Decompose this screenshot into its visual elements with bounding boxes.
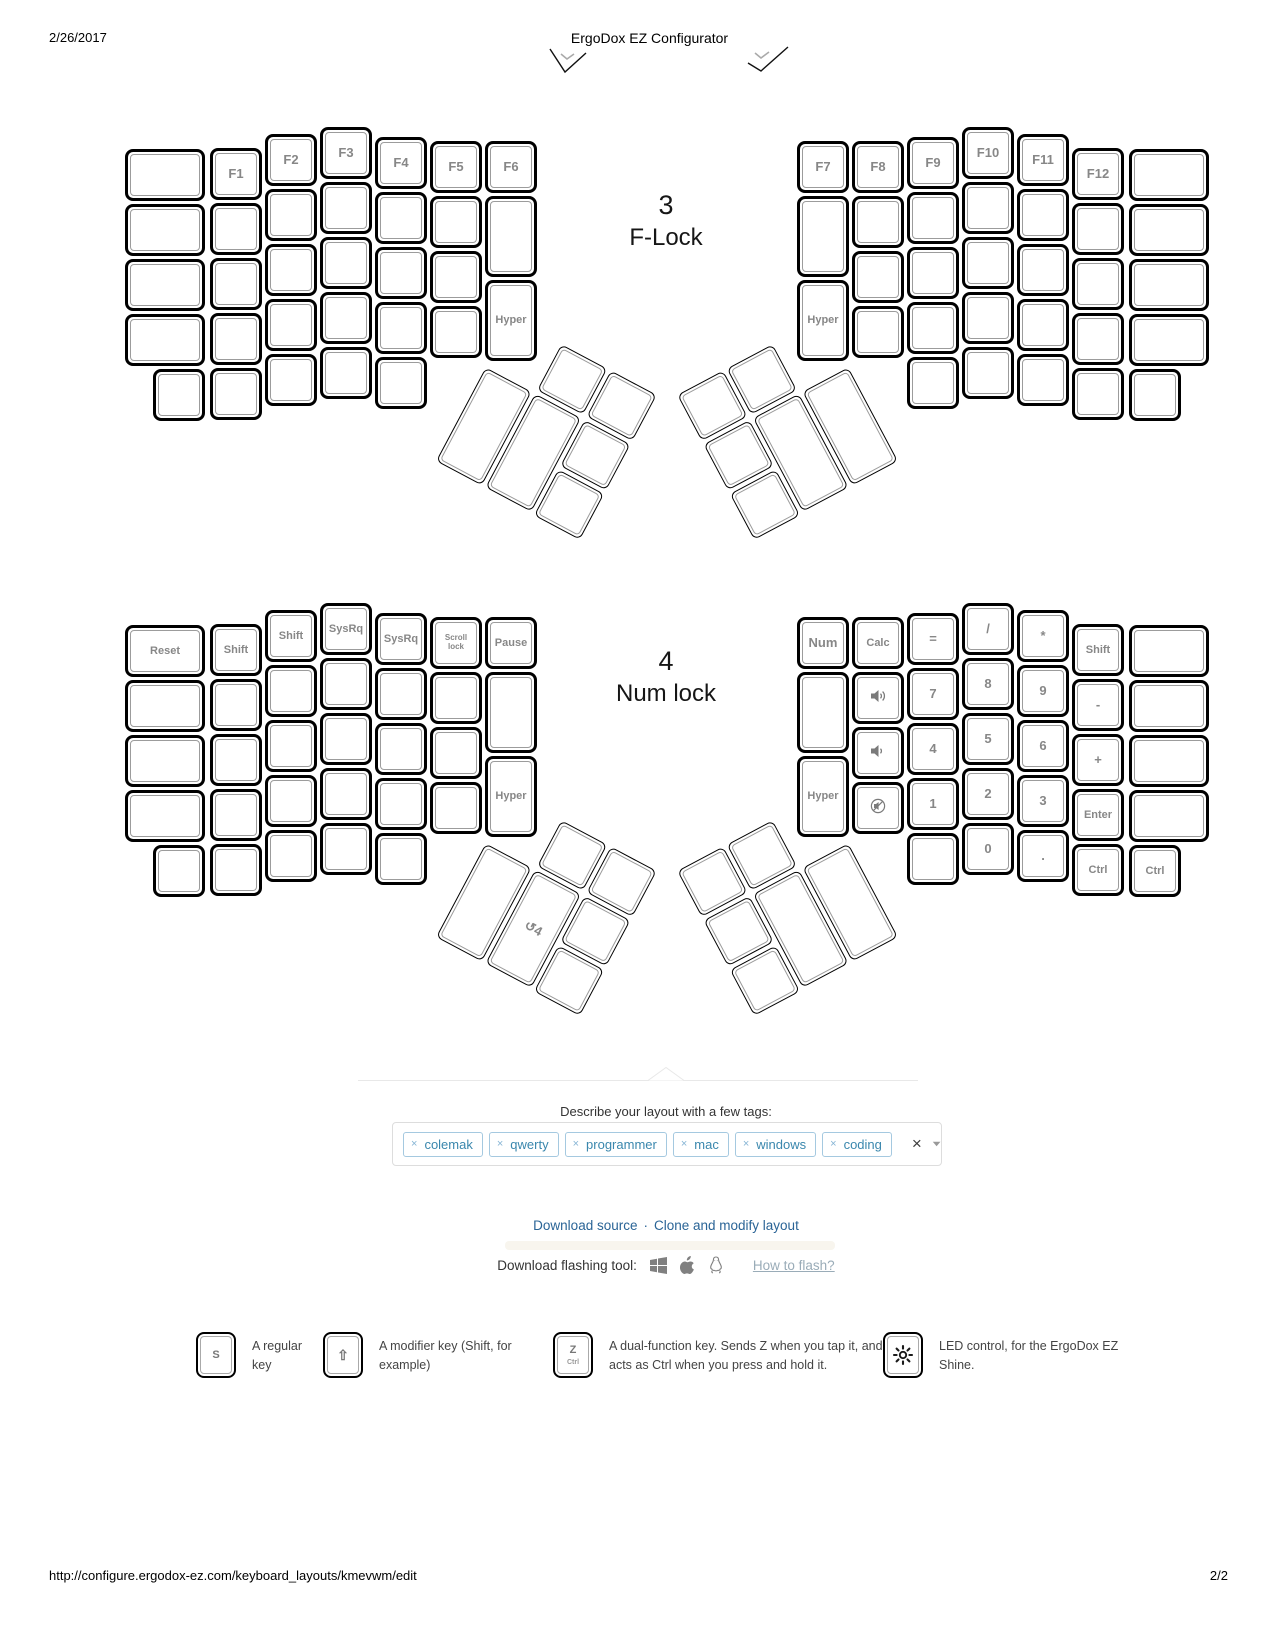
key-label: Hyper xyxy=(495,790,527,803)
key-label: Shift xyxy=(223,643,249,656)
tag-pill-windows[interactable] xyxy=(735,1132,816,1157)
keycap-inner xyxy=(215,318,257,360)
linux-download-icon[interactable] xyxy=(708,1256,724,1274)
keycap-inner xyxy=(912,728,954,770)
tag-label: coding xyxy=(843,1136,882,1152)
keycap-inner xyxy=(325,773,367,815)
keycap-inner xyxy=(215,794,257,836)
key-label: F12 xyxy=(1086,165,1110,181)
key-ctrl[interactable] xyxy=(1129,845,1181,897)
key-label xyxy=(568,980,570,981)
legend-regular-key-label: S xyxy=(212,1348,220,1361)
keycap-inner xyxy=(1077,153,1119,195)
key-blank[interactable] xyxy=(320,347,372,399)
key-blank[interactable] xyxy=(320,292,372,344)
keycap-inner xyxy=(130,319,200,361)
key-blank[interactable] xyxy=(1017,299,1069,351)
thumb-cluster-right-layer-4 xyxy=(677,794,924,1063)
tag-pill-colemak[interactable] xyxy=(403,1132,483,1157)
key-blank[interactable] xyxy=(907,833,959,885)
key-plus[interactable] xyxy=(1072,734,1124,786)
layout-links xyxy=(58,1218,1274,1233)
voldn-icon xyxy=(869,744,888,761)
key-label: Scroll lock xyxy=(444,633,468,651)
keycap-inner xyxy=(325,132,367,174)
tag-remove-icon[interactable]: × xyxy=(496,1138,504,1150)
keycap-inner xyxy=(912,362,954,404)
keycap-inner xyxy=(270,835,312,877)
keycap-inner xyxy=(380,252,422,294)
key-blank[interactable] xyxy=(125,735,205,787)
key-label xyxy=(761,379,763,380)
keycap-inner xyxy=(270,139,312,181)
key-3[interactable] xyxy=(1017,775,1069,827)
legend-dual-key-label: Z xyxy=(569,1343,577,1356)
key-blank[interactable] xyxy=(430,251,482,303)
key-label: F10 xyxy=(976,144,1000,160)
key-blank[interactable] xyxy=(375,302,427,354)
key-blank[interactable] xyxy=(852,251,904,303)
key-label: Shift xyxy=(1085,643,1111,656)
key-blank[interactable] xyxy=(210,844,262,896)
key-blank[interactable] xyxy=(1129,369,1181,421)
key-label: 0 xyxy=(984,840,992,856)
key-label xyxy=(571,379,573,380)
key-label: - xyxy=(1095,696,1101,712)
key-label: * xyxy=(1040,627,1046,643)
key-label: F3 xyxy=(338,144,354,160)
keycap-inner xyxy=(857,787,899,829)
key-label xyxy=(738,931,740,932)
key-label xyxy=(568,504,570,505)
key-label: F5 xyxy=(448,158,464,174)
key-label: F4 xyxy=(393,154,409,170)
keycap-inner xyxy=(158,374,200,416)
keycap-inner xyxy=(270,304,312,346)
tag-pill-mac[interactable] xyxy=(673,1132,729,1157)
flash-tool-row xyxy=(58,1256,1274,1274)
keycap-inner xyxy=(1022,359,1064,401)
keycap-inner xyxy=(1022,835,1064,877)
keycap-inner xyxy=(1134,374,1176,416)
key-blank[interactable] xyxy=(375,833,427,885)
cutoff-key-corner-right xyxy=(746,44,790,74)
thumb-cluster-left-layer-3 xyxy=(410,318,657,587)
thumb-cluster-left-layer-4 xyxy=(410,794,657,1063)
keycap-inner xyxy=(215,373,257,415)
key-label xyxy=(621,405,623,406)
legend-led-desc: LED control, for the ErgoDox EZ Shine. xyxy=(939,1339,1119,1372)
key-label: F7 xyxy=(815,158,831,174)
keycap-inner xyxy=(490,146,532,188)
download-source-link[interactable]: Download source xyxy=(533,1218,638,1233)
keycap-inner xyxy=(215,263,257,305)
keycap-inner xyxy=(215,153,257,195)
key-blank[interactable] xyxy=(907,357,959,409)
keycap-inner xyxy=(130,740,200,782)
key-label: Hyper xyxy=(807,314,839,327)
keycap-inner xyxy=(1134,319,1204,361)
keycap-inner xyxy=(130,795,200,837)
key-label xyxy=(800,928,802,929)
keycap-inner xyxy=(967,352,1009,394)
key-label: 9 xyxy=(1039,682,1047,698)
tag-label: colemak xyxy=(424,1136,473,1152)
tag-label: windows xyxy=(756,1136,807,1152)
keycap-inner xyxy=(967,718,1009,760)
key-label: 2 xyxy=(984,785,992,801)
key-label: Hyper xyxy=(807,790,839,803)
key-blank[interactable] xyxy=(265,775,317,827)
key-1[interactable] xyxy=(907,778,959,830)
legend-modifier-desc: A modifier key (Shift, for example) xyxy=(379,1339,512,1372)
key-label: F9 xyxy=(925,154,941,170)
key-label: / xyxy=(986,620,990,636)
key-f3[interactable] xyxy=(320,127,372,179)
tag-remove-icon[interactable]: × xyxy=(742,1138,750,1150)
legend-regular-desc: A regular key xyxy=(252,1339,303,1372)
keycap-inner xyxy=(158,850,200,892)
key-label xyxy=(621,881,623,882)
keycap-inner xyxy=(1077,318,1119,360)
keycap-inner xyxy=(912,307,954,349)
keycap-inner xyxy=(967,132,1009,174)
keycap-inner xyxy=(1077,373,1119,415)
cutoff-key-corner-left xyxy=(548,48,588,76)
keycap-inner xyxy=(270,359,312,401)
key-label: F2 xyxy=(283,151,299,167)
led-sun-icon xyxy=(892,1344,914,1366)
keycap-inner xyxy=(325,718,367,760)
key-blank[interactable] xyxy=(1072,313,1124,365)
key-f8[interactable] xyxy=(852,141,904,193)
keycap-inner xyxy=(380,838,422,880)
key-blank[interactable] xyxy=(962,347,1014,399)
clear-tags-icon[interactable]: × xyxy=(911,1134,922,1153)
keycap-inner xyxy=(802,146,844,188)
tag-pill-list xyxy=(403,1132,898,1157)
footer-page-number: 2/2 xyxy=(1209,1568,1228,1583)
key-blank[interactable] xyxy=(1017,354,1069,406)
key-blank[interactable] xyxy=(907,247,959,299)
key-label xyxy=(764,980,766,981)
key-label xyxy=(483,902,485,903)
key-0[interactable] xyxy=(962,823,1014,875)
page-title: ErgoDox EZ Configurator xyxy=(570,30,729,46)
keycap-inner xyxy=(325,828,367,870)
key-label: 4 xyxy=(929,740,937,756)
tag-label: programmer xyxy=(586,1136,657,1152)
key-label: Ctrl xyxy=(1088,863,1108,876)
key-blank[interactable] xyxy=(125,790,205,842)
key-blank[interactable] xyxy=(210,734,262,786)
key-blank[interactable] xyxy=(430,782,482,834)
keycap-inner xyxy=(538,474,600,536)
key-f7[interactable] xyxy=(797,141,849,193)
keycap-inner xyxy=(325,297,367,339)
key-blank[interactable] xyxy=(320,713,372,765)
key-label: Hyper xyxy=(495,314,527,327)
key-f2[interactable] xyxy=(265,134,317,186)
layer-number: 4 xyxy=(658,646,674,676)
how-to-flash-link[interactable]: How to flash? xyxy=(752,1257,835,1273)
key-label: ↺4 xyxy=(522,917,546,940)
legend-led-keycap xyxy=(883,1332,923,1378)
key-label: 6 xyxy=(1039,737,1047,753)
key-label: F1 xyxy=(228,165,244,181)
keycap-inner xyxy=(1022,725,1064,767)
key-label: 8 xyxy=(984,675,992,691)
divider-notch xyxy=(648,1067,684,1081)
key-label: Enter xyxy=(1083,808,1113,821)
keycap-inner xyxy=(380,783,422,825)
keycap-inner xyxy=(1077,794,1119,836)
tags-input[interactable] xyxy=(392,1122,942,1166)
keycap-inner xyxy=(380,362,422,404)
keycap-inner xyxy=(857,146,899,188)
tag-pill-programmer[interactable] xyxy=(565,1132,667,1157)
tag-remove-icon[interactable]: × xyxy=(680,1138,688,1150)
keycap-inner xyxy=(1134,795,1204,837)
key-blank[interactable] xyxy=(153,369,205,421)
key-blank[interactable] xyxy=(1072,368,1124,420)
key-label: Pause xyxy=(494,636,528,649)
key-label: Ctrl xyxy=(1145,864,1165,877)
key-label xyxy=(594,931,596,932)
key-blank[interactable] xyxy=(153,845,205,897)
key-blank[interactable] xyxy=(962,292,1014,344)
key-blank[interactable] xyxy=(265,354,317,406)
key-blank[interactable] xyxy=(907,302,959,354)
key-f4[interactable] xyxy=(375,137,427,189)
key-label: 5 xyxy=(984,730,992,746)
tag-remove-icon[interactable]: × xyxy=(411,1138,418,1150)
key-period[interactable] xyxy=(1017,830,1069,882)
mute-icon xyxy=(869,798,887,817)
print-date: 2/26/2017 xyxy=(49,30,107,45)
key-blank[interactable] xyxy=(375,357,427,409)
key-enter[interactable] xyxy=(1072,789,1124,841)
keycap-inner xyxy=(1022,780,1064,822)
key-blank[interactable] xyxy=(1129,259,1209,311)
keycap-inner xyxy=(130,264,200,306)
shift-arrow-icon: ⇧ xyxy=(337,1347,349,1363)
key-6[interactable] xyxy=(1017,720,1069,772)
key-f5[interactable] xyxy=(430,141,482,193)
key-label xyxy=(711,405,713,406)
key-label: F6 xyxy=(503,158,519,174)
tags-dropdown-caret-icon[interactable] xyxy=(932,1140,941,1148)
keycap-inner xyxy=(967,773,1009,815)
link-separator: · xyxy=(643,1218,648,1233)
key-label xyxy=(738,455,740,456)
keycap-inner xyxy=(857,732,899,774)
keycap-inner xyxy=(967,608,1009,650)
keycap-inner xyxy=(538,950,600,1012)
key-label: SysRq xyxy=(328,622,364,635)
keycap-inner xyxy=(912,252,954,294)
key-blank[interactable] xyxy=(1129,790,1209,842)
key-label xyxy=(800,452,802,453)
keycap-inner xyxy=(1022,304,1064,346)
key-label xyxy=(483,426,485,427)
key-label: SysRq xyxy=(383,632,419,645)
print-artifact-band xyxy=(505,1241,835,1250)
key-label xyxy=(761,855,763,856)
key-label xyxy=(849,426,851,427)
tag-label: qwerty xyxy=(510,1136,549,1152)
key-blank[interactable] xyxy=(852,306,904,358)
section-divider xyxy=(358,1080,918,1081)
key-2[interactable] xyxy=(962,768,1014,820)
apple-download-icon[interactable] xyxy=(680,1256,695,1274)
key-blank[interactable] xyxy=(1129,314,1209,366)
keycap-inner xyxy=(1077,263,1119,305)
thumb-cluster-right-layer-3 xyxy=(677,318,924,587)
key-blank[interactable] xyxy=(1072,258,1124,310)
key-f11[interactable] xyxy=(1017,134,1069,186)
legend-regular-keycap xyxy=(196,1332,236,1378)
key-label: Reset xyxy=(150,644,180,657)
keycap-inner xyxy=(857,311,899,353)
keycap-inner xyxy=(435,787,477,829)
key-label: 1 xyxy=(929,795,937,811)
key-5[interactable] xyxy=(962,713,1014,765)
keycap-inner xyxy=(380,307,422,349)
key-label xyxy=(764,504,766,505)
legend-dualfunction-keycap xyxy=(553,1332,593,1378)
key-blank[interactable] xyxy=(210,789,262,841)
key-label: F11 xyxy=(1032,151,1054,167)
keycap-inner xyxy=(912,838,954,880)
key-blank[interactable] xyxy=(210,368,262,420)
keycap-inner xyxy=(435,311,477,353)
keycap-inner xyxy=(1134,264,1204,306)
key-voldn[interactable] xyxy=(852,727,904,779)
keycap-inner xyxy=(857,256,899,298)
layer-name: Num lock xyxy=(615,680,717,707)
keycap-inner xyxy=(435,732,477,774)
keycap-inner xyxy=(325,352,367,394)
legend-dual-key-sublabel: Ctrl xyxy=(566,1358,580,1366)
key-blank[interactable] xyxy=(1129,735,1209,787)
keycap-inner xyxy=(1077,849,1119,891)
legend-dualfunction-desc: A dual-function key. Sends Z when you tap it, and acts as Ctrl when you press and hold it. xyxy=(609,1339,883,1372)
key-4[interactable] xyxy=(907,723,959,775)
keycap-inner xyxy=(435,146,477,188)
key-label: + xyxy=(1094,751,1102,767)
key-blank[interactable] xyxy=(125,314,205,366)
keycap-inner xyxy=(380,728,422,770)
key-label: 7 xyxy=(929,685,937,701)
keycap-inner xyxy=(1022,249,1064,291)
layer-number: 3 xyxy=(658,190,674,220)
key-blank[interactable] xyxy=(210,313,262,365)
keycap-inner xyxy=(270,780,312,822)
keycap-inner xyxy=(435,256,477,298)
key-label: Num xyxy=(808,634,838,650)
key-label: Shift xyxy=(278,629,304,642)
tag-label: mac xyxy=(694,1136,719,1152)
keycap-inner xyxy=(1134,740,1204,782)
key-blank[interactable] xyxy=(265,830,317,882)
key-blank[interactable] xyxy=(375,247,427,299)
key-label: 3 xyxy=(1039,792,1047,808)
key-blank[interactable] xyxy=(430,306,482,358)
keycap-inner xyxy=(967,297,1009,339)
keycap-inner xyxy=(1077,739,1119,781)
key-mute[interactable] xyxy=(852,782,904,834)
keycap-inner xyxy=(912,783,954,825)
legend-modifier-keycap xyxy=(323,1332,363,1378)
key-f6[interactable] xyxy=(485,141,537,193)
tag-pill-qwerty[interactable] xyxy=(489,1132,559,1157)
layer-name: F-Lock xyxy=(629,224,703,251)
key-blank[interactable] xyxy=(430,727,482,779)
key-label xyxy=(711,881,713,882)
key-label xyxy=(571,855,573,856)
key-blank[interactable] xyxy=(125,259,205,311)
tag-pill-coding[interactable] xyxy=(822,1132,892,1157)
key-label: = xyxy=(929,630,937,646)
key-label xyxy=(594,455,596,456)
keycap-inner xyxy=(967,828,1009,870)
tags-prompt: Describe your layout with a few tags: xyxy=(560,1104,772,1119)
keycap-inner xyxy=(1022,139,1064,181)
tag-remove-icon[interactable]: × xyxy=(572,1138,580,1150)
key-blank[interactable] xyxy=(320,823,372,875)
key-label xyxy=(849,902,851,903)
keycap-inner xyxy=(215,849,257,891)
tag-remove-icon[interactable]: × xyxy=(830,1138,837,1150)
keycap-inner xyxy=(1134,850,1176,892)
footer-url: http://configure.ergodox-ez.com/keyboard_layouts/kmevwm/edit xyxy=(49,1568,417,1583)
key-label: F8 xyxy=(870,158,886,174)
keycap-inner xyxy=(380,142,422,184)
key-blank[interactable] xyxy=(265,299,317,351)
clone-layout-link[interactable]: Clone and modify layout xyxy=(653,1218,799,1233)
key-label: . xyxy=(1041,847,1045,863)
key-blank[interactable] xyxy=(375,778,427,830)
key-f10[interactable] xyxy=(962,127,1014,179)
key-f9[interactable] xyxy=(907,137,959,189)
windows-download-icon[interactable] xyxy=(650,1257,667,1274)
key-label: Calc xyxy=(866,636,890,649)
keycap-inner xyxy=(270,725,312,767)
key-blank[interactable] xyxy=(320,768,372,820)
keycap-inner xyxy=(912,142,954,184)
flash-tool-label: Download flashing tool: xyxy=(497,1257,637,1273)
key-blank[interactable] xyxy=(210,258,262,310)
keycap-inner xyxy=(270,249,312,291)
key-blank[interactable] xyxy=(265,720,317,772)
keycap-inner xyxy=(325,608,367,650)
keycap-inner xyxy=(215,739,257,781)
key-ctrl[interactable] xyxy=(1072,844,1124,896)
key-blank[interactable] xyxy=(375,723,427,775)
key-label xyxy=(532,452,534,453)
